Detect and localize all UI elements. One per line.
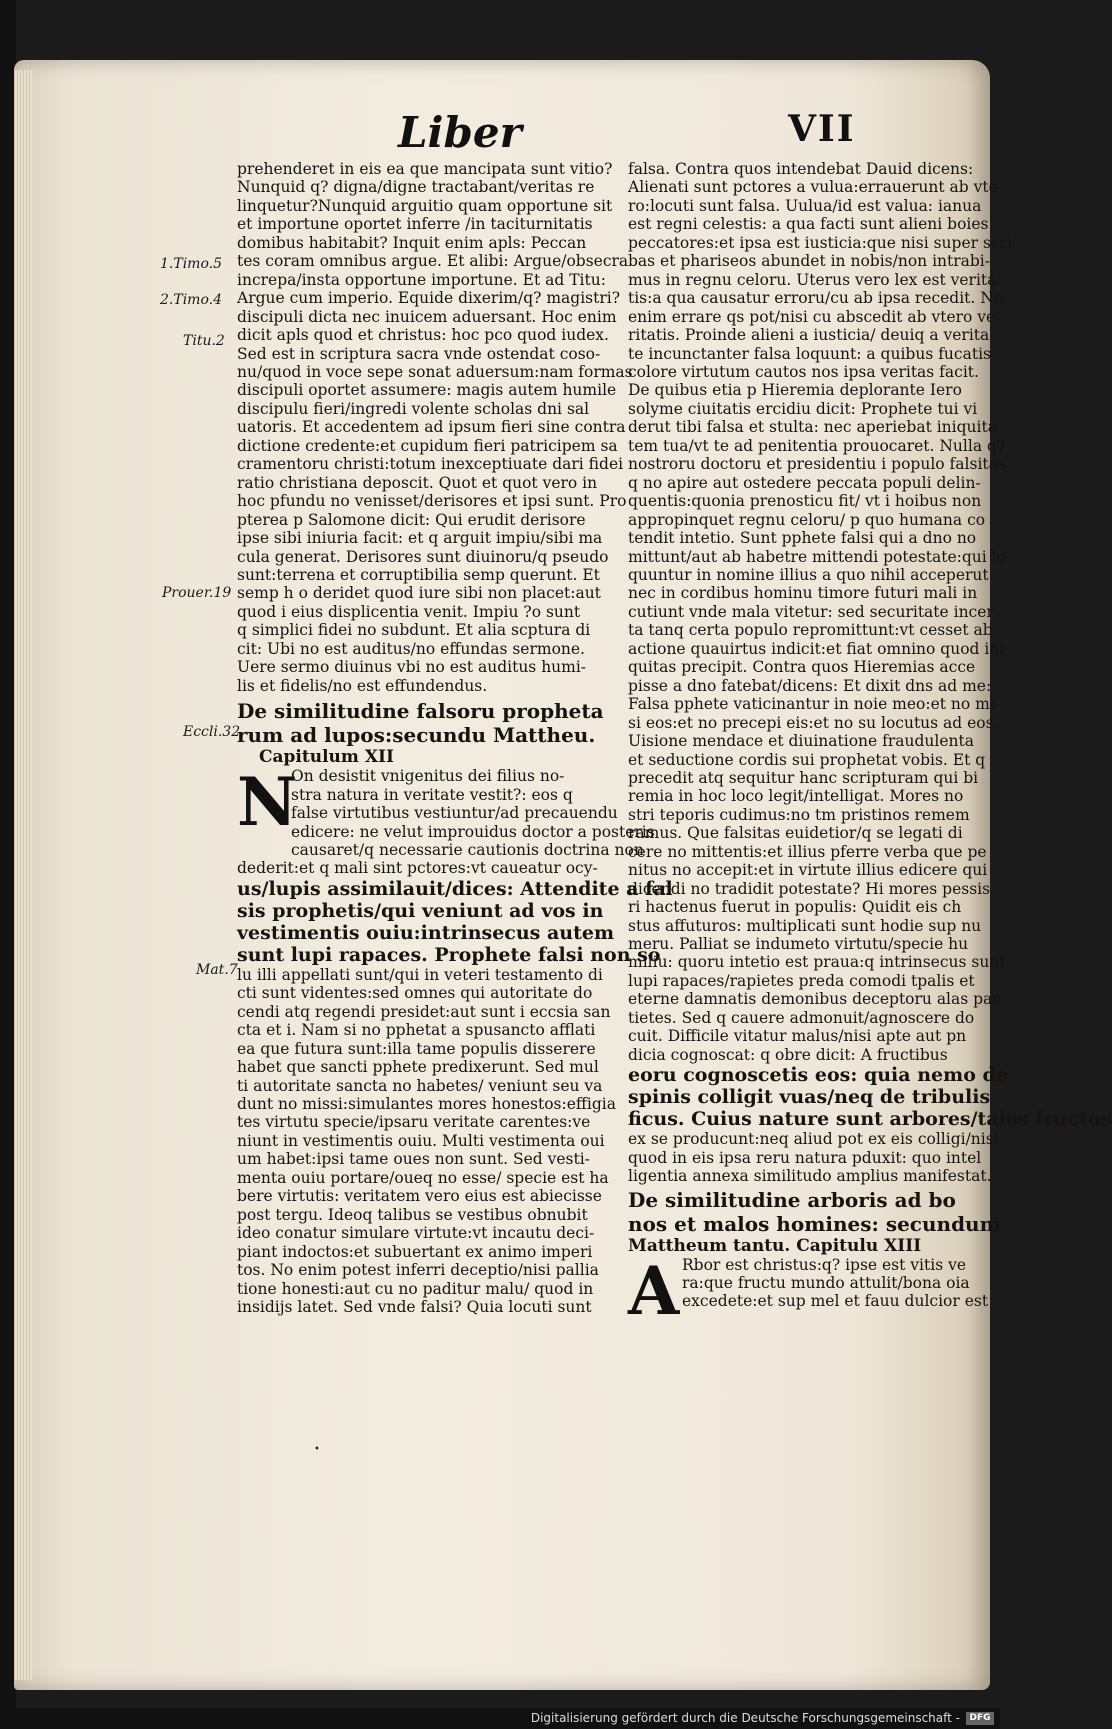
text-line: sis prophetis/qui veniunt ad vos in [237,899,604,922]
text-line: ritatis. Proinde alieni a iusticia/ deuiq a verita [628,326,990,345]
text-line: sunt:terrena et corruptibilia semp querunt. Et [237,565,600,584]
text-line: post tergu. Ideoq talibus se vestibus obnubit [237,1205,588,1224]
text-line: Uere sermo diuinus vbi no est auditus humi- [237,658,587,677]
text-line: us/lupis assimilauit/dices: Attendite a fal [237,877,673,900]
text-line: mittunt/aut ab habetre mittendi potestate:qui lo [628,547,1006,566]
text-line: lu illi appellati sunt/qui in veteri testamento di [237,965,603,984]
text-line: tendit intetio. Sunt pphete falsi qui a dno no [628,529,977,548]
text-line: ra:que fructu mundo attulit/bona oia [682,1274,970,1293]
text-line: ideo conatur simulare virtute:vt incautu deci- [237,1224,595,1243]
text-line: discipuli oportet assumere: magis autem humile [237,381,617,400]
text-line: lupi rapaces/rapietes preda comodi tpalis et [628,971,975,990]
text-line: dictione credente:et cupidum fieri patricipem sa [237,436,618,455]
text-line: cit: Ubi no est auditus/no effundas sermone. [237,639,585,658]
text-line: solyme ciuitatis ercidiu dicit: Prophete tui vi [628,399,978,418]
text-line: dicendi no tradidit potestate? Hi mores pessis [628,879,991,898]
text-line: Uisione mendace et diuinatione fraudulenta [628,732,974,751]
left-column [237,160,673,1317]
text-line: cti sunt videntes:sed omnes qui autoritate do [237,984,593,1003]
text-line: discipulu fieri/ingredi volente scholas dni sal [237,399,590,418]
right-column-text-1 [628,160,1112,1186]
text-line: tietes. Sed q cauere admonuit/agnoscere do [628,1008,975,1027]
text-line: eoru cognoscetis eos: quia nemo de [628,1064,1008,1087]
text-line: cramentoru christi:totum inexceptiuate dari fidei [237,455,624,474]
text-line: eterne damnatis demonibus deceptoru alas par [628,990,1000,1009]
heading-line: De similitudine arboris ad bo [628,1187,956,1212]
text-line: et importune oportet inferre /in taciturnitatis [237,215,593,234]
text-line: edicere: ne velut improuidus doctor a posteris [291,822,655,841]
footer-credit: Digitalisierung gefördert durch die Deutsche Forschungsgemeinschaft - [530,1711,960,1725]
text-line: Rbor est christus:q? ipse est vitis ve [682,1255,967,1274]
text-line: quentis:quonia prenosticu fit/ vt i hoibus non [628,492,982,511]
text-line: niunt in vestimentis ouiu. Multi vestimenta oui [237,1131,605,1150]
running-head-book-number: VII [788,108,856,150]
text-line: Falsa pphete vaticinantur in noie meo:et no mi [628,695,995,714]
text-line: ratio christiana deposcit. Quot et quot vero in [237,473,598,492]
margin-note: Prouer.19 [162,585,232,601]
text-line: tem tua/vt te ad penitentia prouocaret. Nulla q? [628,436,1006,455]
margin-note: Mat.7 [196,962,238,978]
text-line: tes coram omnibus argue. Et alibi: Argue/obsecra [237,252,629,271]
text-line: habet que sancti pphete predixerunt. Sed mul [237,1058,599,1077]
text-line: ta tanq certa populo repromittunt:vt cesset ab [628,621,993,640]
text-line: quod i eius displicentia venit. Impiu ?o sunt [237,602,581,621]
text-line: actione quauirtus indicit:et fiat omnino quod ini [628,639,1005,658]
dfg-logo: DFG [966,1712,994,1725]
text-line: ro:locuti sunt falsa. Uulua/id est valua: ianua [628,196,982,215]
text-line: stus affuturos: multiplicati sunt hodie sup nu [628,916,982,935]
right-column [628,160,1112,1330]
text-line: discipuli dicta nec inuicem aduersant. Hoc enim [237,307,617,326]
text-line: insidijs latet. Sed vnde falsi? Quia locuti sunt [237,1298,592,1317]
text-line: Sed est in scriptura sacra vnde ostendat coso- [237,344,601,363]
text-line: tes virtutu specie/ipsaru veritate carentes:ve [237,1113,591,1132]
text-line: quitas precipit. Contra quos Hieremias acce [628,658,976,677]
text-line: q no apire aut ostedere peccata populi delin- [628,473,981,492]
text-line: On desistit vnigenitus dei filius no- [291,767,565,786]
text-line: lis et fidelis/no est effundendus. [237,676,488,695]
heading-line: nos et malos homines: secundum [628,1211,1001,1236]
text-line: menta ouiu portare/oueq no esse/ specie est ha [237,1168,609,1187]
text-line: est regni celestis: a qua facti sunt alieni boies [628,215,989,234]
text-line: spinis colligit vuas/neq de tribulis [628,1086,991,1109]
heading-line: De similitudine falsoru propheta [237,699,604,724]
text-line: meru. Palliat se indumeto virtutu/specie hu [628,935,969,954]
chapter-heading-xiii [628,1187,1001,1256]
text-line: nitus no accepit:et in virtute illius edicere qui [628,861,988,880]
text-line: enim errare qs pot/nisi cu abscedit ab vtero ve- [628,307,1001,326]
right-column-text-2 [628,1255,989,1311]
heading-line: Mattheum tantu. Capitulu XIII [628,1235,922,1256]
text-line: Nunquid q? digna/digne tractabant/veritas re [237,178,595,197]
text-line: causaret/q necessarie cautionis doctrina non [291,840,644,859]
text-line: um habet:ipsi tame oues non sunt. Sed vesti- [237,1150,590,1169]
margin-note: Titu.2 [183,333,225,349]
text-line: q simplici fidei no subdunt. Et alia scptura di [237,621,591,640]
text-line: ramus. Que falsitas euidetior/q se legati di [628,824,963,843]
text-line: derut tibi falsa et stulta: nec aperiebat iniquita [628,418,997,437]
text-line: ti autoritate sancta no habetes/ veniunt seu va [237,1076,603,1095]
text-line: bere virtutis: veritatem vero eius est abiecisse [237,1187,602,1206]
text-line: cuit. Difficile vitatur malus/nisi apte aut pn [628,1027,967,1046]
text-line: cere no mittentis:et illius pferre verba que pe [628,842,987,861]
text-line: quod in eis ipsa reru natura pduxit: quo intel [628,1148,982,1167]
text-line: De quibus etia p Hieremia deplorante Iero [628,381,962,400]
left-column-text-2 [237,763,673,1317]
text-line: dicit apls quod et christus: hoc pco quod iudex. [237,326,609,345]
footer-bar [0,1708,1000,1729]
text-line: nu/quod in voce sepe sonat aduersum:nam formas [237,362,633,381]
initial-letter: N [237,763,298,842]
text-line: te incunctanter falsa loquunt: a quibus fucatis [628,344,991,363]
text-line: domibus habitabit? Inquit enim apls: Peccan [237,233,587,252]
text-line: cta et i. Nam si no pphetat a spusancto afflati [237,1021,596,1040]
text-line: ficus. Cuius nature sunt arbores/tales fructus [628,1108,1112,1131]
margin-note: Eccli.32 [183,724,241,740]
text-line: dicia cognoscat: q obre dicit: A fructibus [628,1045,948,1064]
text-line: pisse a dno fatebat/dicens: Et dixit dns ad me: [628,676,992,695]
text-line: cula generat. Derisores sunt diuinoru/q pseudo [237,547,609,566]
text-line: precedit atq sequitur hanc scripturam qui bi [628,768,979,787]
text-line: tione honesti:aut cu no paditur malu/ quod in [237,1279,594,1298]
text-line: false virtutibus vestiuntur/ad precauendu [291,804,618,823]
text-line: ex se producunt:neq aliud pot ex eis colligi/nisi [628,1130,999,1149]
text-line: mus in regnu celoru. Uterus vero lex est verita [628,270,997,289]
page-edges [14,70,32,1680]
page-mark: • [314,1444,320,1455]
heading-line: rum ad lupos:secundu Mattheu. [237,723,596,748]
text-line: sunt lupi rapaces. Prophete falsi non so [237,943,661,966]
initial-letter: A [628,1251,680,1330]
text-line: increpa/insta opportune importune. Et ad Titu: [237,270,606,289]
text-line: cutiunt vnde mala vitetur: sed securitate incer [628,602,994,621]
text-line: nostroru doctoru et presidentiu i populo falsitas [628,455,1006,474]
text-line: Argue cum imperio. Equide dixerim/q? magistri? [237,289,621,308]
text-line: prehenderet in eis ea que mancipata sunt vitio? [237,160,613,178]
text-line: tis:a qua causatur erroru/cu ab ipsa recedit. No [628,289,1004,308]
heading-line: Capitulum XII [259,747,394,768]
text-line: ri hactenus fuerut in populis: Quidit eis ch [628,898,962,917]
text-line: tos. No enim potest inferri deceptio/nisi pallia [237,1261,599,1280]
text-line: stri teporis cudimus:no tm pristinos remem [628,805,970,824]
text-line: vestimentis ouiu:intrinsecus autem [237,921,615,944]
text-line: quuntur in nomine illius a quo nihil acceperut [628,565,989,584]
margin-note: 2.Timo.4 [160,292,222,308]
running-head-liber: Liber [398,108,522,157]
text-line: semp h o deridet quod iure sibi non placet:aut [237,584,601,603]
text-line: dunt no missi:simulantes mores honestos:effigia [237,1095,617,1114]
text-line: ipse sibi iniuria facit: et q arguit impiu/sibi ma [237,529,603,548]
chapter-heading-xii [237,699,625,767]
text-line: excedete:et sup mel et fauu dulcior est [682,1292,989,1311]
text-line: nec in cordibus hominu timore futuri mali in [628,584,978,603]
text-line: si eos:et no precepi eis:et no su locutus ad eos. [628,713,999,732]
text-line: dederit:et q mali sint pctores:vt caueatur ocy- [237,859,598,878]
text-line: ea que futura sunt:illa tame populis disserere [237,1039,596,1058]
text-line: linquetur?Nunquid arguitio quam opportune sit [237,196,613,215]
text-line: miliu: quoru intetio est praua:q intrinsecus sunt [628,953,1006,972]
text-line: falsa. Contra quos intendebat Dauid dicens: [628,160,974,178]
left-column-text-1 [237,160,633,695]
text-line: colore virtutum cautos nos ipsa veritas facit. [628,362,979,381]
text-line: pterea p Salomone dicit: Qui erudit derisore [237,510,586,529]
margin-note: 1.Timo.5 [160,256,222,272]
text-line: et seductione cordis sui prophetat vobis. Et q [628,750,986,769]
text-line: cendi atq regendi presidet:aut sunt i eccsia san [237,1002,611,1021]
text-line: Alienati sunt pctores a vulua:errauerunt ab vte [628,178,998,197]
text-line: piant indoctos:et subuertant ex animo imperi [237,1242,593,1261]
text-line: remia in hoc loco legit/intelligat. Mores no [628,787,964,806]
text-line: peccatores:et ipsa est iusticia:que nisi super scri [628,233,1012,252]
text-line: uatoris. Et accedentem ad ipsum fieri sine contra [237,418,626,437]
text-line: bas et phariseos abundet in nobis/non intrabi- [628,252,991,271]
text-line: hoc pfundu no venisset/derisores et ipsi sunt. Pro [237,492,627,511]
text-line: stra natura in veritate vestit?: eos q [291,785,573,804]
text-line: ligentia annexa similitudo amplius manifestat. [628,1167,992,1186]
text-line: appropinquet regnu celoru/ p quo humana co [628,510,986,529]
